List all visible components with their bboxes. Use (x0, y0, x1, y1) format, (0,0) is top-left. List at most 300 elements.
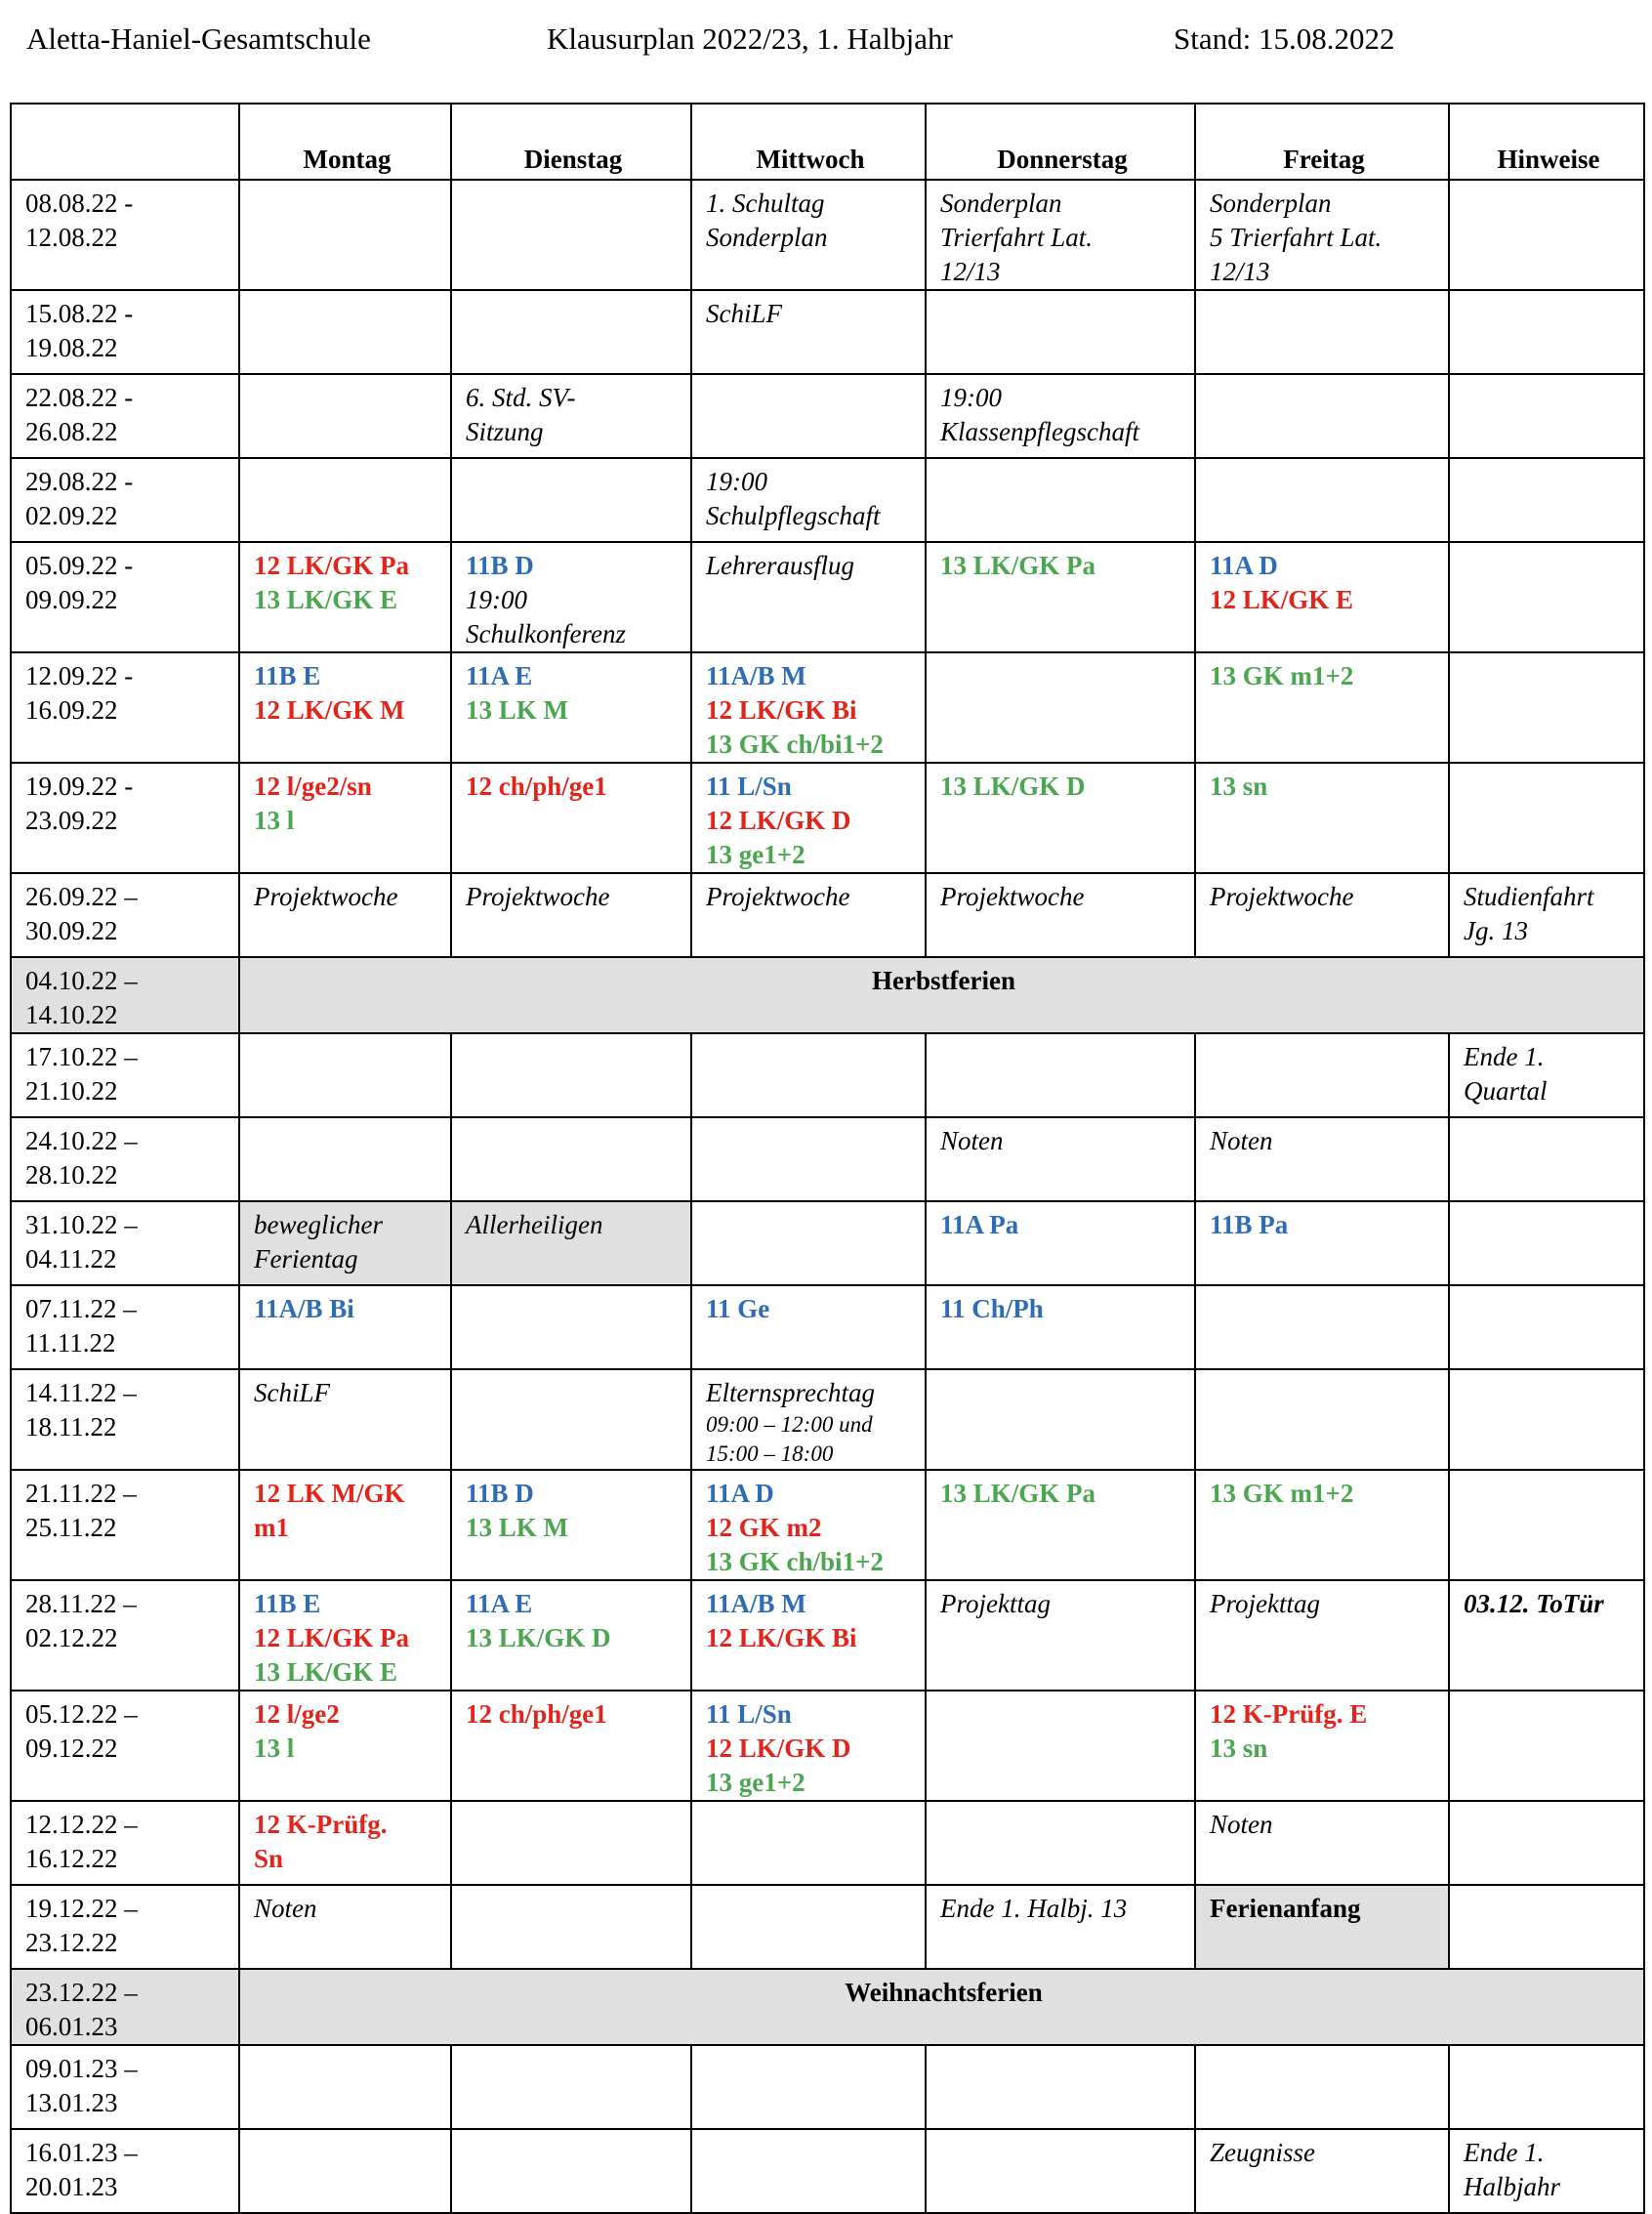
cell-dienstag (451, 1033, 691, 1117)
schedule-entry: 11B E (254, 661, 321, 690)
cell-montag (239, 1369, 451, 1470)
schedule-entry: 12/13 (940, 257, 1001, 286)
column-header-donnerstag: Donnerstag (926, 104, 1195, 180)
cell-mittwoch (691, 1470, 926, 1580)
cell-hinweise (1449, 1201, 1644, 1285)
schedule-entry: 09:00 – 12:00 und (706, 1412, 873, 1437)
cell-montag (239, 1580, 451, 1691)
exam-schedule-table (10, 103, 1645, 2214)
week-date: 25.11.22 (25, 1513, 117, 1542)
week-range-cell (11, 1969, 239, 2045)
schedule-entry: 13 LK/GK E (254, 1657, 398, 1687)
week-date: 09.01.23 – (25, 2054, 138, 2083)
schedule-entry: 12 LK/GK Bi (706, 695, 857, 725)
table-row (11, 2129, 1644, 2213)
schedule-entry: 11B D (466, 1479, 534, 1508)
week-range-cell (11, 763, 239, 873)
week-range-cell (11, 290, 239, 374)
document-date: Stand: 15.08.2022 (1174, 21, 1395, 56)
table-row (11, 1885, 1644, 1969)
week-date: 19.08.22 (25, 333, 118, 362)
cell-mittwoch (691, 458, 926, 542)
cell-mittwoch (691, 1369, 926, 1470)
cell-dienstag (451, 290, 691, 374)
week-range-cell (11, 1885, 239, 1969)
schedule-entry: Quartal (1464, 1076, 1548, 1106)
week-date: 09.12.22 (25, 1734, 118, 1763)
schedule-entry: Allerheiligen (466, 1210, 603, 1239)
week-range-cell (11, 652, 239, 763)
schedule-entry: 12 K-Prüfg. E (1210, 1699, 1368, 1729)
table-row (11, 374, 1644, 458)
cell-freitag (1195, 542, 1449, 652)
cell-montag (239, 2129, 451, 2213)
cell-dienstag (451, 374, 691, 458)
cell-montag (239, 290, 451, 374)
cell-montag (239, 374, 451, 458)
table-row (11, 1285, 1644, 1369)
week-date: 02.09.22 (25, 501, 118, 530)
schedule-entry: Noten (940, 1126, 1004, 1155)
schedule-entry: 11A/B Bi (254, 1294, 354, 1323)
schedule-entry: 13 LK/GK E (254, 585, 398, 614)
week-range-cell (11, 1117, 239, 1201)
column-header-hinweise: Hinweise (1449, 104, 1644, 180)
schedule-entry: 12 LK/GK Bi (706, 1623, 857, 1652)
schedule-entry: Projektwoche (466, 882, 610, 911)
schedule-entry: 19:00 (706, 467, 767, 496)
schedule-entry: 13 ge1+2 (706, 840, 805, 869)
schedule-entry: Sonderplan (940, 188, 1062, 218)
cell-donnerstag (926, 290, 1195, 374)
cell-dienstag (451, 1691, 691, 1801)
schedule-entry: 13 ge1+2 (706, 1768, 805, 1797)
week-date: 24.10.22 – (25, 1126, 138, 1155)
cell-donnerstag (926, 1801, 1195, 1885)
schedule-entry: 12 LK/GK Pa (254, 1623, 410, 1652)
week-date: 18.11.22 (25, 1412, 117, 1441)
schedule-entry: Ferientag (254, 1244, 358, 1274)
column-header-montag: Montag (239, 104, 451, 180)
cell-donnerstag (926, 1369, 1195, 1470)
cell-mittwoch (691, 1117, 926, 1201)
cell-montag (239, 1470, 451, 1580)
week-range-cell (11, 2129, 239, 2213)
cell-mittwoch (691, 1801, 926, 1885)
table-row (11, 1470, 1644, 1580)
cell-mittwoch (691, 2129, 926, 2213)
cell-mittwoch (691, 763, 926, 873)
cell-hinweise (1449, 542, 1644, 652)
schedule-entry: 12/13 (1210, 257, 1270, 286)
cell-dienstag (451, 1117, 691, 1201)
cell-hinweise (1449, 1285, 1644, 1369)
cell-donnerstag (926, 1691, 1195, 1801)
cell-hinweise (1449, 180, 1644, 290)
week-date: 02.12.22 (25, 1623, 118, 1652)
table-row (11, 180, 1644, 290)
cell-hinweise (1449, 1117, 1644, 1201)
cell-mittwoch (691, 1201, 926, 1285)
schedule-entry: 12 LK/GK E (1210, 585, 1354, 614)
cell-dienstag (451, 1801, 691, 1885)
schedule-entry: 12 ch/ph/ge1 (466, 1699, 607, 1729)
cell-hinweise (1449, 1580, 1644, 1691)
schedule-entry: 13 LK/GK D (466, 1623, 611, 1652)
cell-hinweise (1449, 1033, 1644, 1117)
schedule-entry: 12 l/ge2/sn (254, 772, 372, 801)
schedule-entry: Projekttag (940, 1589, 1051, 1618)
week-date: 17.10.22 – (25, 1042, 138, 1071)
cell-montag (239, 652, 451, 763)
week-date: 23.12.22 – (25, 1978, 138, 2007)
schedule-entry: Noten (1210, 1810, 1273, 1839)
schedule-entry: Projektwoche (254, 882, 398, 911)
week-date: 04.10.22 – (25, 966, 138, 995)
schedule-entry: 12 ch/ph/ge1 (466, 772, 607, 801)
cell-montag (239, 1117, 451, 1201)
holiday-label: Weihnachtsferien (239, 1969, 1644, 2045)
schedule-entry: 13 l (254, 1734, 295, 1763)
cell-freitag (1195, 458, 1449, 542)
week-date: 06.01.23 (25, 2012, 118, 2041)
cell-mittwoch (691, 873, 926, 957)
cell-hinweise (1449, 652, 1644, 763)
week-date: 19.12.22 – (25, 1894, 138, 1923)
cell-freitag (1195, 2045, 1449, 2129)
schedule-entry: 1. Schultag (706, 188, 825, 218)
schedule-entry: Schulkonferenz (466, 619, 626, 648)
schedule-entry: Projektwoche (940, 882, 1085, 911)
schedule-entry: 11A D (706, 1479, 774, 1508)
week-date: 21.11.22 – (25, 1479, 137, 1508)
schedule-entry: beweglicher (254, 1210, 383, 1239)
cell-montag (239, 1201, 451, 1285)
cell-donnerstag (926, 2045, 1195, 2129)
cell-hinweise (1449, 1801, 1644, 1885)
cell-montag (239, 458, 451, 542)
schedule-entry: m1 (254, 1513, 289, 1542)
schedule-entry: 11A/B M (706, 661, 806, 690)
schedule-entry: Zeugnisse (1210, 2138, 1315, 2167)
week-date: 04.11.22 (25, 1244, 117, 1274)
schedule-entry: 5 Trierfahrt Lat. (1210, 223, 1383, 252)
week-range-cell (11, 1201, 239, 1285)
schedule-entry: 12 LK/GK D (706, 1734, 851, 1763)
week-date: 14.11.22 – (25, 1378, 137, 1407)
week-date: 23.09.22 (25, 806, 118, 835)
schedule-entry: Projekttag (1210, 1589, 1320, 1618)
table-row (11, 763, 1644, 873)
week-date: 16.09.22 (25, 695, 118, 725)
cell-hinweise (1449, 1369, 1644, 1470)
table-row (11, 1691, 1644, 1801)
column-header-week (11, 104, 239, 180)
cell-hinweise (1449, 763, 1644, 873)
cell-mittwoch (691, 180, 926, 290)
schedule-entry: 11A/B M (706, 1589, 806, 1618)
schedule-entry: 11B E (254, 1589, 321, 1618)
week-date: 20.01.23 (25, 2172, 118, 2201)
schedule-entry: Schulpflegschaft (706, 501, 881, 530)
cell-donnerstag (926, 1580, 1195, 1691)
schedule-entry: 12 LK/GK Pa (254, 551, 410, 580)
cell-mittwoch (691, 542, 926, 652)
schedule-entry: 13 GK m1+2 (1210, 661, 1354, 690)
schedule-entry: Sn (254, 1844, 284, 1873)
week-date: 22.08.22 - (25, 383, 134, 412)
table-row (11, 957, 1644, 1033)
week-date: 08.08.22 - (25, 188, 134, 218)
cell-montag (239, 1801, 451, 1885)
cell-dienstag (451, 1885, 691, 1969)
cell-freitag (1195, 1201, 1449, 1285)
schedule-entry: 11 L/Sn (706, 772, 792, 801)
schedule-entry: SchiLF (254, 1378, 330, 1407)
table-row (11, 1117, 1644, 1201)
schedule-entry: Halbjahr (1464, 2172, 1561, 2201)
cell-dienstag (451, 873, 691, 957)
week-date: 13.01.23 (25, 2088, 118, 2117)
schedule-entry: Noten (1210, 1126, 1273, 1155)
cell-freitag (1195, 1691, 1449, 1801)
cell-hinweise (1449, 290, 1644, 374)
schedule-entry: 13 GK m1+2 (1210, 1479, 1354, 1508)
week-date: 26.09.22 – (25, 882, 138, 911)
schedule-entry: Sonderplan (706, 223, 828, 252)
school-name: Aletta-Haniel-Gesamtschule (26, 21, 371, 56)
schedule-entry: 11A D (1210, 551, 1278, 580)
schedule-entry: Klassenpflegschaft (940, 417, 1139, 446)
table-row (11, 1201, 1644, 1285)
holiday-label: Herbstferien (239, 957, 1644, 1033)
schedule-entry: 6. Std. SV- (466, 383, 576, 412)
cell-donnerstag (926, 1470, 1195, 1580)
cell-montag (239, 542, 451, 652)
cell-freitag (1195, 1369, 1449, 1470)
schedule-entry: Lehrerausflug (706, 551, 855, 580)
week-range-cell (11, 1801, 239, 1885)
schedule-entry: Sonderplan (1210, 188, 1332, 218)
schedule-entry: 19:00 (940, 383, 1002, 412)
cell-dienstag (451, 1470, 691, 1580)
cell-freitag (1195, 652, 1449, 763)
schedule-entry: 12 l/ge2 (254, 1699, 340, 1729)
schedule-entry: Noten (254, 1894, 317, 1923)
table-row (11, 1801, 1644, 1885)
cell-freitag (1195, 873, 1449, 957)
schedule-entry: Projektwoche (1210, 882, 1354, 911)
schedule-entry: 13 LK M (466, 695, 568, 725)
schedule-entry: 11A E (466, 661, 533, 690)
cell-dienstag (451, 763, 691, 873)
schedule-entry: 13 LK/GK Pa (940, 1479, 1096, 1508)
cell-hinweise (1449, 873, 1644, 957)
cell-dienstag (451, 458, 691, 542)
cell-freitag (1195, 763, 1449, 873)
week-range-cell (11, 873, 239, 957)
cell-montag (239, 1885, 451, 1969)
cell-donnerstag (926, 1201, 1195, 1285)
cell-hinweise (1449, 2045, 1644, 2129)
schedule-entry: SchiLF (706, 299, 782, 328)
week-range-cell (11, 957, 239, 1033)
cell-montag (239, 1285, 451, 1369)
cell-donnerstag (926, 873, 1195, 957)
week-date: 15.08.22 - (25, 299, 134, 328)
week-date: 14.10.22 (25, 1000, 118, 1029)
cell-montag (239, 873, 451, 957)
week-date: 26.08.22 (25, 417, 118, 446)
week-range-cell (11, 458, 239, 542)
week-date: 19.09.22 - (25, 772, 134, 801)
schedule-entry: 13 sn (1210, 1734, 1268, 1763)
schedule-entry: Studienfahrt (1464, 882, 1594, 911)
week-range-cell (11, 542, 239, 652)
schedule-entry: 13 LK/GK D (940, 772, 1086, 801)
week-date: 12.08.22 (25, 223, 118, 252)
week-range-cell (11, 2045, 239, 2129)
cell-freitag (1195, 1885, 1449, 1969)
cell-mittwoch (691, 290, 926, 374)
header-row (11, 104, 1644, 180)
cell-mittwoch (691, 652, 926, 763)
week-range-cell (11, 1691, 239, 1801)
week-date: 11.11.22 (25, 1328, 116, 1358)
week-date: 23.12.22 (25, 1928, 118, 1957)
week-range-cell (11, 1033, 239, 1117)
cell-montag (239, 180, 451, 290)
cell-donnerstag (926, 652, 1195, 763)
cell-freitag (1195, 374, 1449, 458)
week-date: 12.09.22 - (25, 661, 134, 690)
table-row (11, 290, 1644, 374)
schedule-entry: 12 LK/GK D (706, 806, 851, 835)
cell-hinweise (1449, 374, 1644, 458)
document-title: Klausurplan 2022/23, 1. Halbjahr (547, 21, 953, 56)
week-date: 21.10.22 (25, 1076, 118, 1106)
schedule-entry: Jg. 13 (1464, 916, 1528, 945)
cell-dienstag (451, 1201, 691, 1285)
cell-dienstag (451, 1285, 691, 1369)
cell-hinweise (1449, 1885, 1644, 1969)
week-date: 31.10.22 – (25, 1210, 138, 1239)
week-range-cell (11, 180, 239, 290)
week-date: 05.09.22 - (25, 551, 134, 580)
cell-mittwoch (691, 2045, 926, 2129)
table-row (11, 458, 1644, 542)
schedule-entry: 11B D (466, 551, 534, 580)
schedule-entry: 13 GK ch/bi1+2 (706, 1547, 884, 1576)
cell-freitag (1195, 1285, 1449, 1369)
cell-dienstag (451, 180, 691, 290)
week-date: 05.12.22 – (25, 1699, 138, 1729)
cell-hinweise (1449, 1691, 1644, 1801)
schedule-entry: Sitzung (466, 417, 544, 446)
cell-freitag (1195, 1117, 1449, 1201)
schedule-entry: 12 K-Prüfg. (254, 1810, 388, 1839)
schedule-entry: Projektwoche (706, 882, 850, 911)
week-date: 12.12.22 – (25, 1810, 138, 1839)
cell-freitag (1195, 1801, 1449, 1885)
cell-donnerstag (926, 458, 1195, 542)
cell-hinweise (1449, 1470, 1644, 1580)
cell-dienstag (451, 2129, 691, 2213)
week-date: 07.11.22 – (25, 1294, 137, 1323)
table-row (11, 2045, 1644, 2129)
schedule-entry: 13 LK/GK Pa (940, 551, 1096, 580)
cell-hinweise (1449, 2129, 1644, 2213)
column-header-freitag: Freitag (1195, 104, 1449, 180)
cell-dienstag (451, 1369, 691, 1470)
cell-montag (239, 1033, 451, 1117)
cell-mittwoch (691, 1285, 926, 1369)
schedule-entry: 13 l (254, 806, 295, 835)
cell-donnerstag (926, 1285, 1195, 1369)
table-row (11, 873, 1644, 957)
cell-freitag (1195, 1580, 1449, 1691)
cell-donnerstag (926, 180, 1195, 290)
cell-freitag (1195, 1033, 1449, 1117)
schedule-entry: 12 GK m2 (706, 1513, 822, 1542)
schedule-entry: 13 GK ch/bi1+2 (706, 730, 884, 759)
schedule-body (11, 180, 1644, 2213)
table-row (11, 652, 1644, 763)
cell-mittwoch (691, 374, 926, 458)
cell-dienstag (451, 652, 691, 763)
week-range-cell (11, 1580, 239, 1691)
week-date: 16.01.23 – (25, 2138, 138, 2167)
schedule-entry: 15:00 – 18:00 (706, 1441, 834, 1466)
cell-dienstag (451, 2045, 691, 2129)
week-range-cell (11, 1285, 239, 1369)
schedule-entry: 03.12. ToTür (1464, 1589, 1604, 1618)
schedule-entry: 11 Ch/Ph (940, 1294, 1044, 1323)
schedule-entry: Ferienanfang (1210, 1894, 1361, 1923)
cell-dienstag (451, 542, 691, 652)
table-row (11, 1969, 1644, 2045)
cell-donnerstag (926, 1117, 1195, 1201)
cell-donnerstag (926, 1885, 1195, 1969)
table-row (11, 1033, 1644, 1117)
cell-hinweise (1449, 458, 1644, 542)
week-range-cell (11, 1470, 239, 1580)
schedule-entry: 19:00 (466, 585, 527, 614)
cell-freitag (1195, 180, 1449, 290)
cell-dienstag (451, 1580, 691, 1691)
cell-montag (239, 763, 451, 873)
schedule-entry: 12 LK/GK M (254, 695, 405, 725)
cell-donnerstag (926, 1033, 1195, 1117)
cell-mittwoch (691, 1580, 926, 1691)
schedule-entry: 11B Pa (1210, 1210, 1289, 1239)
schedule-entry: 11 L/Sn (706, 1699, 792, 1729)
schedule-entry: 12 LK M/GK (254, 1479, 405, 1508)
cell-freitag (1195, 2129, 1449, 2213)
week-date: 30.09.22 (25, 916, 118, 945)
cell-freitag (1195, 1470, 1449, 1580)
week-date: 28.11.22 – (25, 1589, 137, 1618)
schedule-entry: 11 Ge (706, 1294, 770, 1323)
schedule-entry: Ende 1. Halbj. 13 (940, 1894, 1128, 1923)
table-row (11, 542, 1644, 652)
cell-mittwoch (691, 1033, 926, 1117)
week-date: 29.08.22 - (25, 467, 134, 496)
schedule-entry: 13 sn (1210, 772, 1268, 801)
week-date: 16.12.22 (25, 1844, 118, 1873)
cell-montag (239, 2045, 451, 2129)
week-date: 09.09.22 (25, 585, 118, 614)
